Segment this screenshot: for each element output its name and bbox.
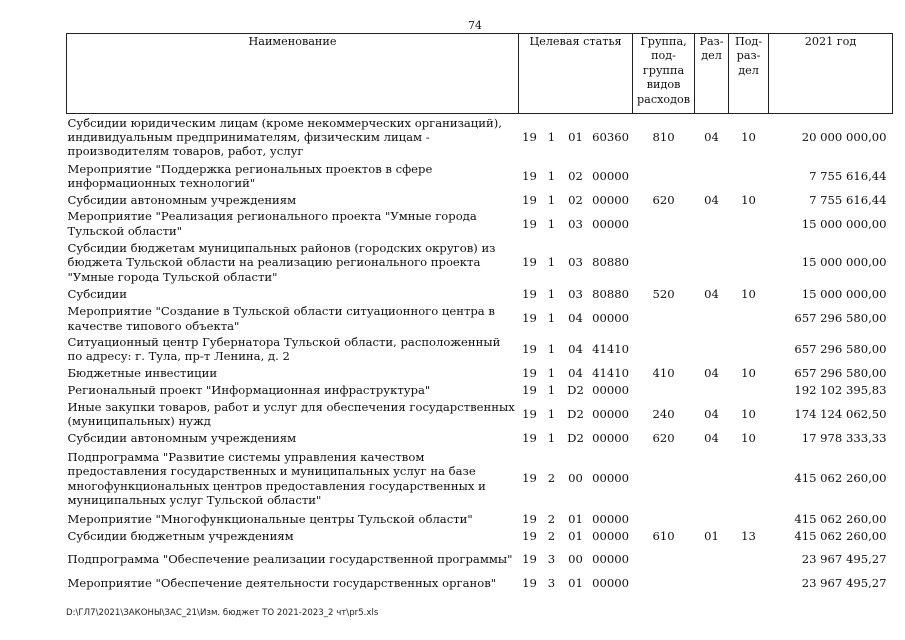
table-row (67, 191, 893, 208)
cell-name: Субсидии юридическим лицам (кроме некоммерческих организаций), индивидуальным предпринимателям, физическим лицам - производителям товаров, работ, услуг (67, 115, 502, 159)
cell-c4: 00000 (592, 216, 629, 231)
cell-group: 620 (652, 430, 675, 445)
cell-subsection (729, 239, 769, 286)
header-name: Наименование (67, 34, 519, 114)
cell-group: 620 (652, 192, 675, 207)
header-section: Раз-дел (695, 34, 729, 114)
cell-c4: 00000 (592, 575, 629, 590)
cell-sum: 7 755 616,44 (809, 168, 887, 183)
cell-group (633, 161, 695, 192)
cell-c2: 1 (547, 287, 556, 302)
cell-section (695, 575, 729, 592)
cell-group (633, 382, 695, 399)
cell-section (695, 511, 729, 528)
cell-c3: 00 (568, 471, 583, 486)
cell-name: Субсидии (67, 287, 127, 302)
cell-name: Иные закупки товаров, работ и услуг для обеспечения государственных (муниципальных) нужд (67, 399, 515, 429)
cell-c1: 19 (522, 192, 537, 207)
cell-group: 520 (652, 287, 675, 302)
cell-section (695, 447, 729, 511)
table-row (67, 575, 893, 592)
cell-c1: 19 (522, 311, 537, 326)
cell-c2: 1 (547, 366, 556, 381)
cell-section: 04 (704, 287, 719, 302)
cell-group (633, 447, 695, 511)
cell-c2: 1 (547, 216, 556, 231)
header-subsection: Под-раз-дел (729, 34, 769, 114)
cell-c1: 19 (522, 287, 537, 302)
cell-sum: 415 062 260,00 (794, 511, 887, 526)
cell-c2: 1 (547, 406, 556, 421)
cell-name: Ситуационный центр Губернатора Тульской области, расположенный по адресу: г. Тула, пр-т Ленина, д. 2 (67, 334, 501, 364)
cell-name: Мероприятие "Поддержка региональных проектов в сфере информационных технологий" (67, 161, 433, 190)
cell-c3: 04 (568, 342, 583, 357)
cell-c2: 3 (547, 552, 556, 567)
cell-sum: 657 296 580,00 (794, 311, 887, 326)
cell-c4: 00000 (592, 311, 629, 326)
table-row (67, 382, 893, 399)
cell-subsection (729, 575, 769, 592)
cell-sum: 20 000 000,00 (801, 130, 887, 145)
cell-c3: 02 (568, 168, 583, 183)
cell-section (695, 239, 729, 286)
cell-c3: 01 (568, 575, 583, 590)
cell-subsection (729, 334, 769, 365)
cell-group (633, 208, 695, 239)
cell-c1: 19 (522, 471, 537, 486)
cell-c3: 01 (568, 528, 583, 543)
cell-group (633, 303, 695, 334)
cell-c2: 2 (547, 511, 556, 526)
cell-c1: 19 (522, 255, 537, 270)
cell-c3: 04 (568, 311, 583, 326)
cell-subsection: 10 (741, 287, 756, 302)
cell-subsection (729, 511, 769, 528)
cell-c2: 2 (547, 471, 556, 486)
cell-sum: 15 000 000,00 (801, 216, 887, 231)
cell-c4: 00000 (592, 383, 629, 398)
cell-section: 04 (704, 430, 719, 445)
cell-name: Субсидии бюджетам муниципальных районов (городских округов) из бюджета Тульской области на реализацию регионального проекта "Умные города Тульской области" (67, 241, 496, 284)
cell-name: Мероприятие "Обеспечение деятельности государственных органов" (67, 575, 497, 590)
table-header-row (67, 34, 893, 114)
cell-section: 04 (704, 192, 719, 207)
cell-name: Подпрограмма "Развитие системы управления качеством предоставления государственных и муниципальных услуг на базе многофункциональных центров предоставления государственных и муниципальных услуг Тульской области" (67, 449, 486, 507)
cell-c4: 80880 (592, 287, 629, 302)
cell-c3: 03 (568, 255, 583, 270)
cell-c3: D2 (567, 383, 584, 398)
cell-name: Субсидии автономным учреждениям (67, 430, 297, 445)
cell-section (695, 545, 729, 575)
table-row (67, 114, 893, 161)
table-row (67, 430, 893, 447)
cell-subsection: 13 (741, 528, 756, 543)
cell-c4: 41410 (592, 366, 629, 381)
cell-c4: 60360 (592, 130, 629, 145)
cell-subsection: 10 (741, 406, 756, 421)
cell-subsection (729, 382, 769, 399)
cell-c3: 03 (568, 216, 583, 231)
page-number: 74 (468, 19, 482, 32)
cell-c3: 01 (568, 130, 583, 145)
header-target-article: Целевая статья (519, 34, 633, 114)
cell-section (695, 382, 729, 399)
table-row (67, 545, 893, 575)
cell-group: 810 (652, 130, 675, 145)
cell-c3: 04 (568, 366, 583, 381)
cell-c1: 19 (522, 406, 537, 421)
cell-c1: 19 (522, 511, 537, 526)
cell-c4: 00000 (592, 168, 629, 183)
cell-c1: 19 (522, 430, 537, 445)
cell-section: 04 (704, 406, 719, 421)
cell-sum: 415 062 260,00 (794, 471, 887, 486)
cell-c2: 1 (547, 130, 556, 145)
cell-c1: 19 (522, 216, 537, 231)
cell-c2: 1 (547, 311, 556, 326)
cell-section: 04 (704, 366, 719, 381)
cell-c1: 19 (522, 383, 537, 398)
cell-c2: 1 (547, 192, 556, 207)
cell-c4: 00000 (592, 406, 629, 421)
cell-c2: 1 (547, 383, 556, 398)
table-row (67, 161, 893, 192)
cell-group: 410 (652, 366, 675, 381)
cell-subsection: 10 (741, 192, 756, 207)
cell-group (633, 334, 695, 365)
cell-c3: D2 (567, 406, 584, 421)
cell-section: 01 (704, 528, 719, 543)
cell-subsection (729, 545, 769, 575)
cell-subsection: 10 (741, 430, 756, 445)
cell-section (695, 161, 729, 192)
cell-name: Мероприятие "Реализация регионального проекта "Умные города Тульской области" (67, 209, 477, 238)
cell-sum: 415 062 260,00 (794, 528, 887, 543)
cell-sum: 174 124 062,50 (794, 406, 887, 421)
cell-sum: 23 967 495,27 (801, 575, 887, 590)
cell-c2: 1 (547, 430, 556, 445)
cell-c2: 3 (547, 575, 556, 590)
header-group: Группа, под-группа видов расходов (633, 34, 695, 114)
cell-c1: 19 (522, 528, 537, 543)
cell-subsection (729, 161, 769, 192)
cell-c1: 19 (522, 130, 537, 145)
budget-table (66, 33, 893, 592)
cell-group: 240 (652, 406, 675, 421)
cell-name: Субсидии бюджетным учреждениям (67, 528, 294, 543)
table-row (67, 286, 893, 303)
cell-c1: 19 (522, 366, 537, 381)
cell-sum: 15 000 000,00 (801, 255, 887, 270)
cell-c3: 01 (568, 511, 583, 526)
cell-c1: 19 (522, 342, 537, 357)
cell-subsection: 10 (741, 130, 756, 145)
cell-name: Субсидии автономным учреждениям (67, 192, 297, 207)
footer-file-path: D:\ГЛ7\2021\ЗАКОНЫ\ЗАС_21\Изм. бюджет ТО 2021-2023_2 чт\pr5.xls (66, 608, 379, 618)
cell-name: Мероприятие "Многофункциональные центры Тульской области" (67, 511, 473, 526)
cell-name: Подпрограмма "Обеспечение реализации государственной программы" (67, 552, 513, 567)
cell-c1: 19 (522, 575, 537, 590)
cell-c2: 1 (547, 255, 556, 270)
cell-c1: 19 (522, 552, 537, 567)
cell-c3: 02 (568, 192, 583, 207)
cell-sum: 7 755 616,44 (809, 192, 887, 207)
cell-sum: 23 967 495,27 (801, 552, 887, 567)
cell-sum: 657 296 580,00 (794, 366, 887, 381)
cell-sum: 15 000 000,00 (801, 287, 887, 302)
cell-name: Мероприятие "Создание в Тульской области ситуационного центра в качестве типового объекта" (67, 304, 495, 333)
cell-c1: 19 (522, 168, 537, 183)
table-row (67, 365, 893, 382)
cell-subsection: 10 (741, 366, 756, 381)
table-row (67, 399, 893, 430)
table-row (67, 528, 893, 545)
cell-name: Бюджетные инвестиции (67, 366, 218, 381)
cell-c4: 00000 (592, 511, 629, 526)
cell-c3: 00 (568, 552, 583, 567)
table-row (67, 208, 893, 239)
cell-section: 04 (704, 130, 719, 145)
table-row (67, 334, 893, 365)
cell-c2: 1 (547, 168, 556, 183)
cell-group (633, 545, 695, 575)
cell-sum: 17 978 333,33 (801, 430, 887, 445)
table-row (67, 239, 893, 286)
cell-c4: 00000 (592, 192, 629, 207)
cell-c4: 80880 (592, 255, 629, 270)
cell-c4: 00000 (592, 471, 629, 486)
table-row (67, 303, 893, 334)
cell-c4: 00000 (592, 528, 629, 543)
cell-subsection (729, 208, 769, 239)
cell-c4: 00000 (592, 430, 629, 445)
cell-group (633, 511, 695, 528)
table-row (67, 511, 893, 528)
cell-section (695, 208, 729, 239)
cell-section (695, 303, 729, 334)
cell-section (695, 334, 729, 365)
cell-c3: 03 (568, 287, 583, 302)
cell-subsection (729, 303, 769, 334)
cell-c4: 00000 (592, 552, 629, 567)
table-row (67, 447, 893, 511)
cell-name: Региональный проект "Информационная инфраструктура" (67, 383, 431, 398)
cell-c3: D2 (567, 430, 584, 445)
cell-group: 610 (652, 528, 675, 543)
cell-c4: 41410 (592, 342, 629, 357)
cell-subsection (729, 447, 769, 511)
cell-group (633, 575, 695, 592)
cell-c2: 1 (547, 342, 556, 357)
cell-group (633, 239, 695, 286)
cell-c2: 2 (547, 528, 556, 543)
cell-sum: 192 102 395,83 (794, 383, 887, 398)
cell-sum: 657 296 580,00 (794, 342, 887, 357)
header-year: 2021 год (769, 34, 893, 114)
